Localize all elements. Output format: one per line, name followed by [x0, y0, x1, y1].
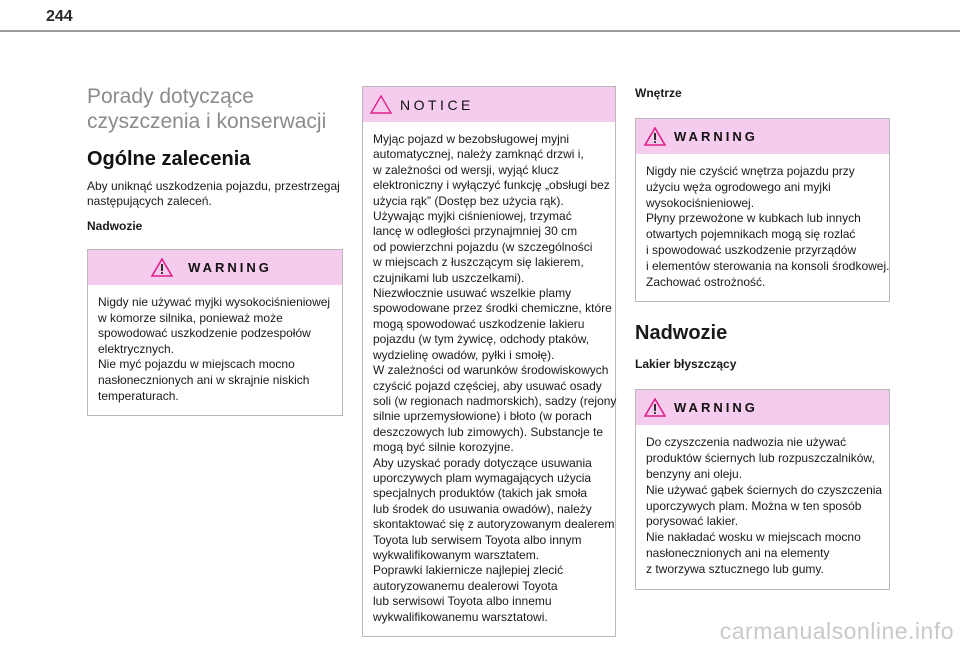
- warning-header: [636, 390, 889, 425]
- text-line: Płyny przewożone w kubkach lub innych: [646, 211, 861, 226]
- warning-header: [636, 119, 889, 154]
- bodywork-subheading: Nadwozie: [87, 219, 143, 233]
- text-line: benzyny ani oleju.: [646, 466, 743, 481]
- text-line: nasłonecznionych ani w skrajnie niskich: [98, 372, 310, 387]
- text-line: Poprawki lakiernicze najlepiej zlecić: [373, 563, 564, 578]
- text-line: Nie używać gąbek ściernych do czyszczenia: [646, 482, 883, 497]
- text-line: wykwalifikowanemu warsztatowi.: [373, 609, 548, 624]
- text-line: lub środek do usuwania owadów), należy: [373, 501, 592, 516]
- text-line: i spowodować uszkodzenie przyrządów: [646, 242, 857, 257]
- warning-box-paint: [635, 389, 890, 589]
- text-line: od powierzchni pojazdu (w szczególności: [373, 239, 593, 254]
- text-line: silnie uprzemysłowione) i błoto (w porach: [373, 409, 592, 424]
- warning-label: WARNING: [674, 400, 758, 416]
- text-line: wysokociśnieniowej.: [646, 195, 755, 210]
- text-line: soli (w regionach nadmorskich), sadzy (rejony: [373, 393, 617, 408]
- warning-triangle-icon: [151, 258, 173, 277]
- text-line: z tworzywa sztucznego lub gumy.: [646, 561, 824, 576]
- text-line: czujnikami lub uszczelkami).: [373, 270, 525, 285]
- right-column: [635, 86, 890, 590]
- warning-triangle-icon: [644, 398, 666, 417]
- text-line: mogą być silnie korozyjne.: [373, 440, 514, 455]
- text-line: spowodować uszkodzenie podzespołów: [98, 326, 311, 341]
- text-line: W zależności od warunków środowiskowych: [373, 363, 609, 378]
- text-line: Aby uzyskać porady dotyczące usuwania: [373, 455, 592, 470]
- text-line: użyciu węża ogrodowego ani myjki: [646, 179, 831, 194]
- general-recommendations-heading: Ogólne zalecenia: [87, 148, 251, 170]
- text-line: uporczywych plam wymagających użycia: [373, 470, 592, 485]
- text-line: uporczywych plam. Można w ten sposób: [646, 498, 862, 513]
- text-line: w komorze silnika, ponieważ może: [98, 310, 283, 325]
- text-line: czyścić pojazd częściej, aby usuwać osady: [373, 378, 602, 393]
- text-line: Zachować ostrożność.: [646, 274, 766, 289]
- notice-header: [363, 87, 615, 122]
- text-line: Toyota lub serwisem Toyota albo innym: [373, 532, 582, 547]
- intro-paragraph: Aby uniknąć uszkodzenia pojazdu, przestrzegaj następujących zaleceń.: [87, 179, 340, 208]
- warning-box-interior: [635, 118, 890, 302]
- top-divider: [0, 30, 960, 32]
- section-title-line: czyszczenia i konserwacji: [87, 110, 327, 133]
- notice-text: [363, 122, 615, 636]
- text-line: temperaturach.: [98, 388, 179, 403]
- text-line: produktów ściernych lub rozpuszczalników,: [646, 451, 875, 466]
- interior-subheading: Wnętrze: [635, 86, 682, 100]
- warning-triangle-icon: [644, 127, 666, 146]
- text-line: wykwalifikowanym warsztatem.: [373, 547, 540, 562]
- gloss-paint-subheading: Lakier błyszczący: [635, 357, 737, 372]
- text-line: spowodowane przez środki chemiczne, które: [373, 301, 612, 316]
- text-line: Nie myć pojazdu w miejscach mocno: [98, 357, 295, 372]
- warning-label: WARNING: [674, 129, 758, 144]
- warning-text: [636, 425, 889, 588]
- text-line: skontaktować się z autoryzowanym dealerem: [373, 517, 615, 532]
- text-line: pojazdu (w tym żywicę, odchody ptaków,: [373, 332, 590, 347]
- text-line: nasłonecznionych ani na elementy: [646, 545, 830, 560]
- text-line: Nie nakładać wosku w miejscach mocno: [646, 530, 861, 545]
- text-line: elektrycznych.: [98, 341, 175, 356]
- text-line: i elementów sterowania na konsoli środkowej.: [646, 258, 890, 273]
- notice-triangle-icon: [370, 95, 392, 114]
- section-title-line: Porady dotyczące: [87, 85, 254, 108]
- text-line: elektroniczny i wyłączyć funkcję „obsługi bez: [373, 178, 610, 193]
- text-line: porysować lakier.: [646, 514, 739, 529]
- text-line: Do czyszczenia nadwozia nie używać: [646, 435, 847, 450]
- text-line: lub serwisowi Toyota albo innemu: [373, 594, 552, 609]
- text-line: lancę w odległości przynajmniej 30 cm: [373, 224, 578, 239]
- text-line: Myjąc pojazd w bezobsługowej myjni: [373, 132, 570, 146]
- warning-header: [88, 250, 342, 285]
- page-number: 244: [46, 8, 73, 25]
- text-line: automatycznej, należy zamknąć drzwi i,: [373, 147, 584, 162]
- middle-column: [362, 86, 616, 637]
- text-line: Niezwłocznie usuwać wszelkie plamy: [373, 286, 572, 301]
- left-column: [87, 80, 343, 416]
- text-line: otwartych pojemnikach mogą się rozlać: [646, 227, 856, 242]
- text-line: mogą spowodować uszkodzenie lakieru: [373, 316, 585, 331]
- bodywork-heading: Nadwozie: [635, 322, 728, 345]
- text-line: Używając myjki ciśnieniowej, trzymać: [373, 209, 572, 224]
- text-line: wydzielinę owadów, pyłki i smołę).: [373, 347, 555, 362]
- text-line: specjalnych produktów (takich jak smoła: [373, 486, 588, 501]
- notice-label: NOTICE: [400, 96, 474, 113]
- text-line: Nigdy nie czyścić wnętrza pojazdu przy: [646, 164, 855, 178]
- section-title: [87, 84, 343, 134]
- text-line: deszczowych lub zimowych). Substancje te: [373, 424, 604, 439]
- text-line: w zależności od wersji, wyjąć klucz: [373, 162, 560, 177]
- warning-box-engine: [87, 249, 343, 416]
- text-line: użycia rąk” (Dostęp bez użycia rąk).: [373, 193, 564, 208]
- warning-text: [88, 285, 342, 415]
- notice-box-car-wash: [362, 86, 616, 637]
- warning-text: [636, 154, 889, 301]
- text-line: Nigdy nie używać myjki wysokociśnieniowej: [98, 295, 331, 309]
- text-line: w miejscach z łuszczącym się lakierem,: [373, 255, 584, 270]
- watermark: carmanualsonline.info: [719, 618, 954, 644]
- text-line: autoryzowanemu dealerowi Toyota: [373, 578, 558, 593]
- warning-label: WARNING: [188, 260, 272, 275]
